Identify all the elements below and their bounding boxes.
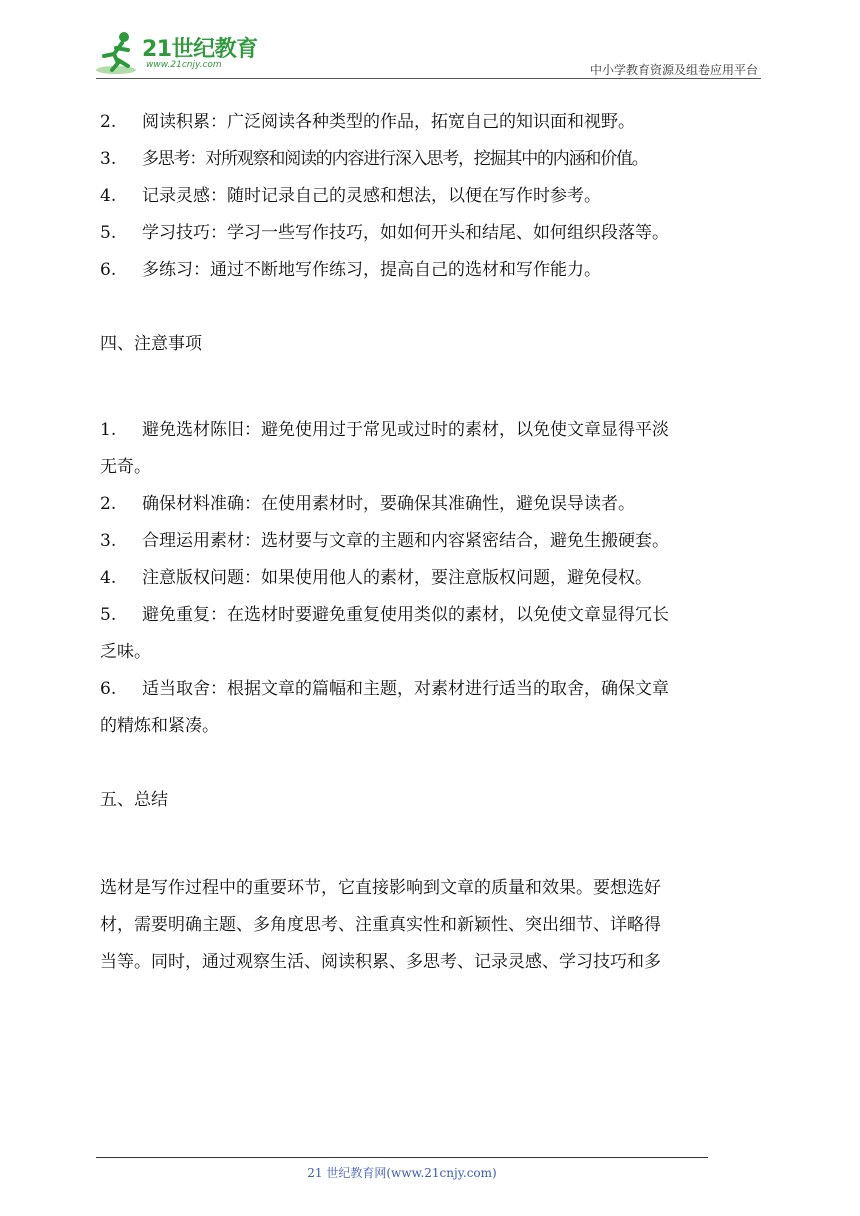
paragraph-line: 材，需要明确主题、多角度思考、注重真实性和新颖性、突出细节、详略得	[100, 915, 661, 935]
list-item	[100, 486, 764, 523]
paragraph-line: 当等。同时，通过观察生活、阅读积累、多思考、记录灵感、学习技巧和多	[100, 952, 661, 972]
item-continuation: 无奇。	[100, 457, 151, 477]
item-number: 5.	[100, 605, 117, 625]
item-number: 4.	[100, 186, 117, 206]
list-item	[100, 523, 764, 560]
paragraph-line: 选材是写作过程中的重要环节，它直接影响到文章的质量和效果。要想选好	[100, 878, 661, 898]
item-number: 6.	[100, 679, 117, 699]
item-text: 确保材料准确：在使用素材时，要确保其准确性，避免误导读者。	[142, 494, 635, 514]
item-text: 多思考：对所观察和阅读的内容进行深入思考，挖掘其中的内涵和价值。	[142, 149, 648, 169]
item-text: 学习技巧：学习一些写作技巧，如如何开头和结尾、如何组织段落等。	[142, 223, 669, 243]
list-item	[100, 252, 764, 289]
item-continuation: 的精炼和紧凑。	[100, 716, 219, 736]
item-text: 注意版权问题：如果使用他人的素材，要注意版权问题，避免侵权。	[142, 568, 652, 588]
runner-logo-icon	[94, 30, 142, 76]
footer-link[interactable]: 21 世纪教育网(www.21cnjy.com)	[307, 1166, 497, 1180]
item-number: 5.	[100, 223, 117, 243]
item-text: 避免选材陈旧：避免使用过于常见或过时的素材，以免使文章显得平淡	[142, 420, 669, 440]
list-item	[100, 412, 764, 486]
item-number: 6.	[100, 260, 117, 280]
list-item	[100, 104, 764, 141]
logo-text: 21世纪教育	[142, 37, 258, 62]
page-footer	[0, 1164, 860, 1181]
item-number: 1.	[100, 420, 117, 440]
spacer	[100, 289, 764, 326]
item-text: 多练习：通过不断地写作练习，提高自己的选材和写作能力。	[142, 260, 601, 280]
item-text: 记录灵感：随时记录自己的灵感和想法，以便在写作时参考。	[142, 186, 601, 206]
item-number: 2.	[100, 112, 117, 132]
footer-divider	[96, 1157, 708, 1158]
platform-title: 中小学教育资源及组卷应用平台	[589, 63, 758, 77]
list-item	[100, 671, 764, 745]
spacer	[100, 363, 764, 400]
list-item	[100, 597, 764, 671]
list-item	[100, 215, 764, 252]
item-number: 3.	[100, 531, 117, 551]
item-text: 适当取舍：根据文章的篇幅和主题，对素材进行适当的取舍，确保文章	[142, 679, 669, 699]
spacer	[100, 819, 764, 856]
site-logo[interactable]	[94, 30, 264, 78]
item-number: 4.	[100, 568, 117, 588]
header-divider	[96, 78, 761, 79]
list-item	[100, 560, 764, 597]
section-heading: 四、注意事项	[100, 334, 202, 354]
item-continuation: 乏味。	[100, 642, 151, 662]
list-item	[100, 141, 764, 178]
spacer	[100, 400, 764, 412]
item-number: 3.	[100, 149, 117, 169]
list-item	[100, 178, 764, 215]
spacer	[100, 745, 764, 782]
item-text: 避免重复：在选材时要避免重复使用类似的素材，以免使文章显得冗长	[142, 605, 669, 625]
item-text: 合理运用素材：选材要与文章的主题和内容紧密结合，避免生搬硬套。	[142, 531, 669, 551]
item-text: 阅读积累：广泛阅读各种类型的作品，拓宽自己的知识面和视野。	[142, 112, 635, 132]
logo-url: www.21cnjy.com	[146, 60, 222, 70]
document-body	[100, 104, 764, 981]
spacer	[100, 856, 764, 870]
item-number: 2.	[100, 494, 117, 514]
page-header	[0, 0, 860, 82]
section-heading: 五、总结	[100, 790, 168, 810]
